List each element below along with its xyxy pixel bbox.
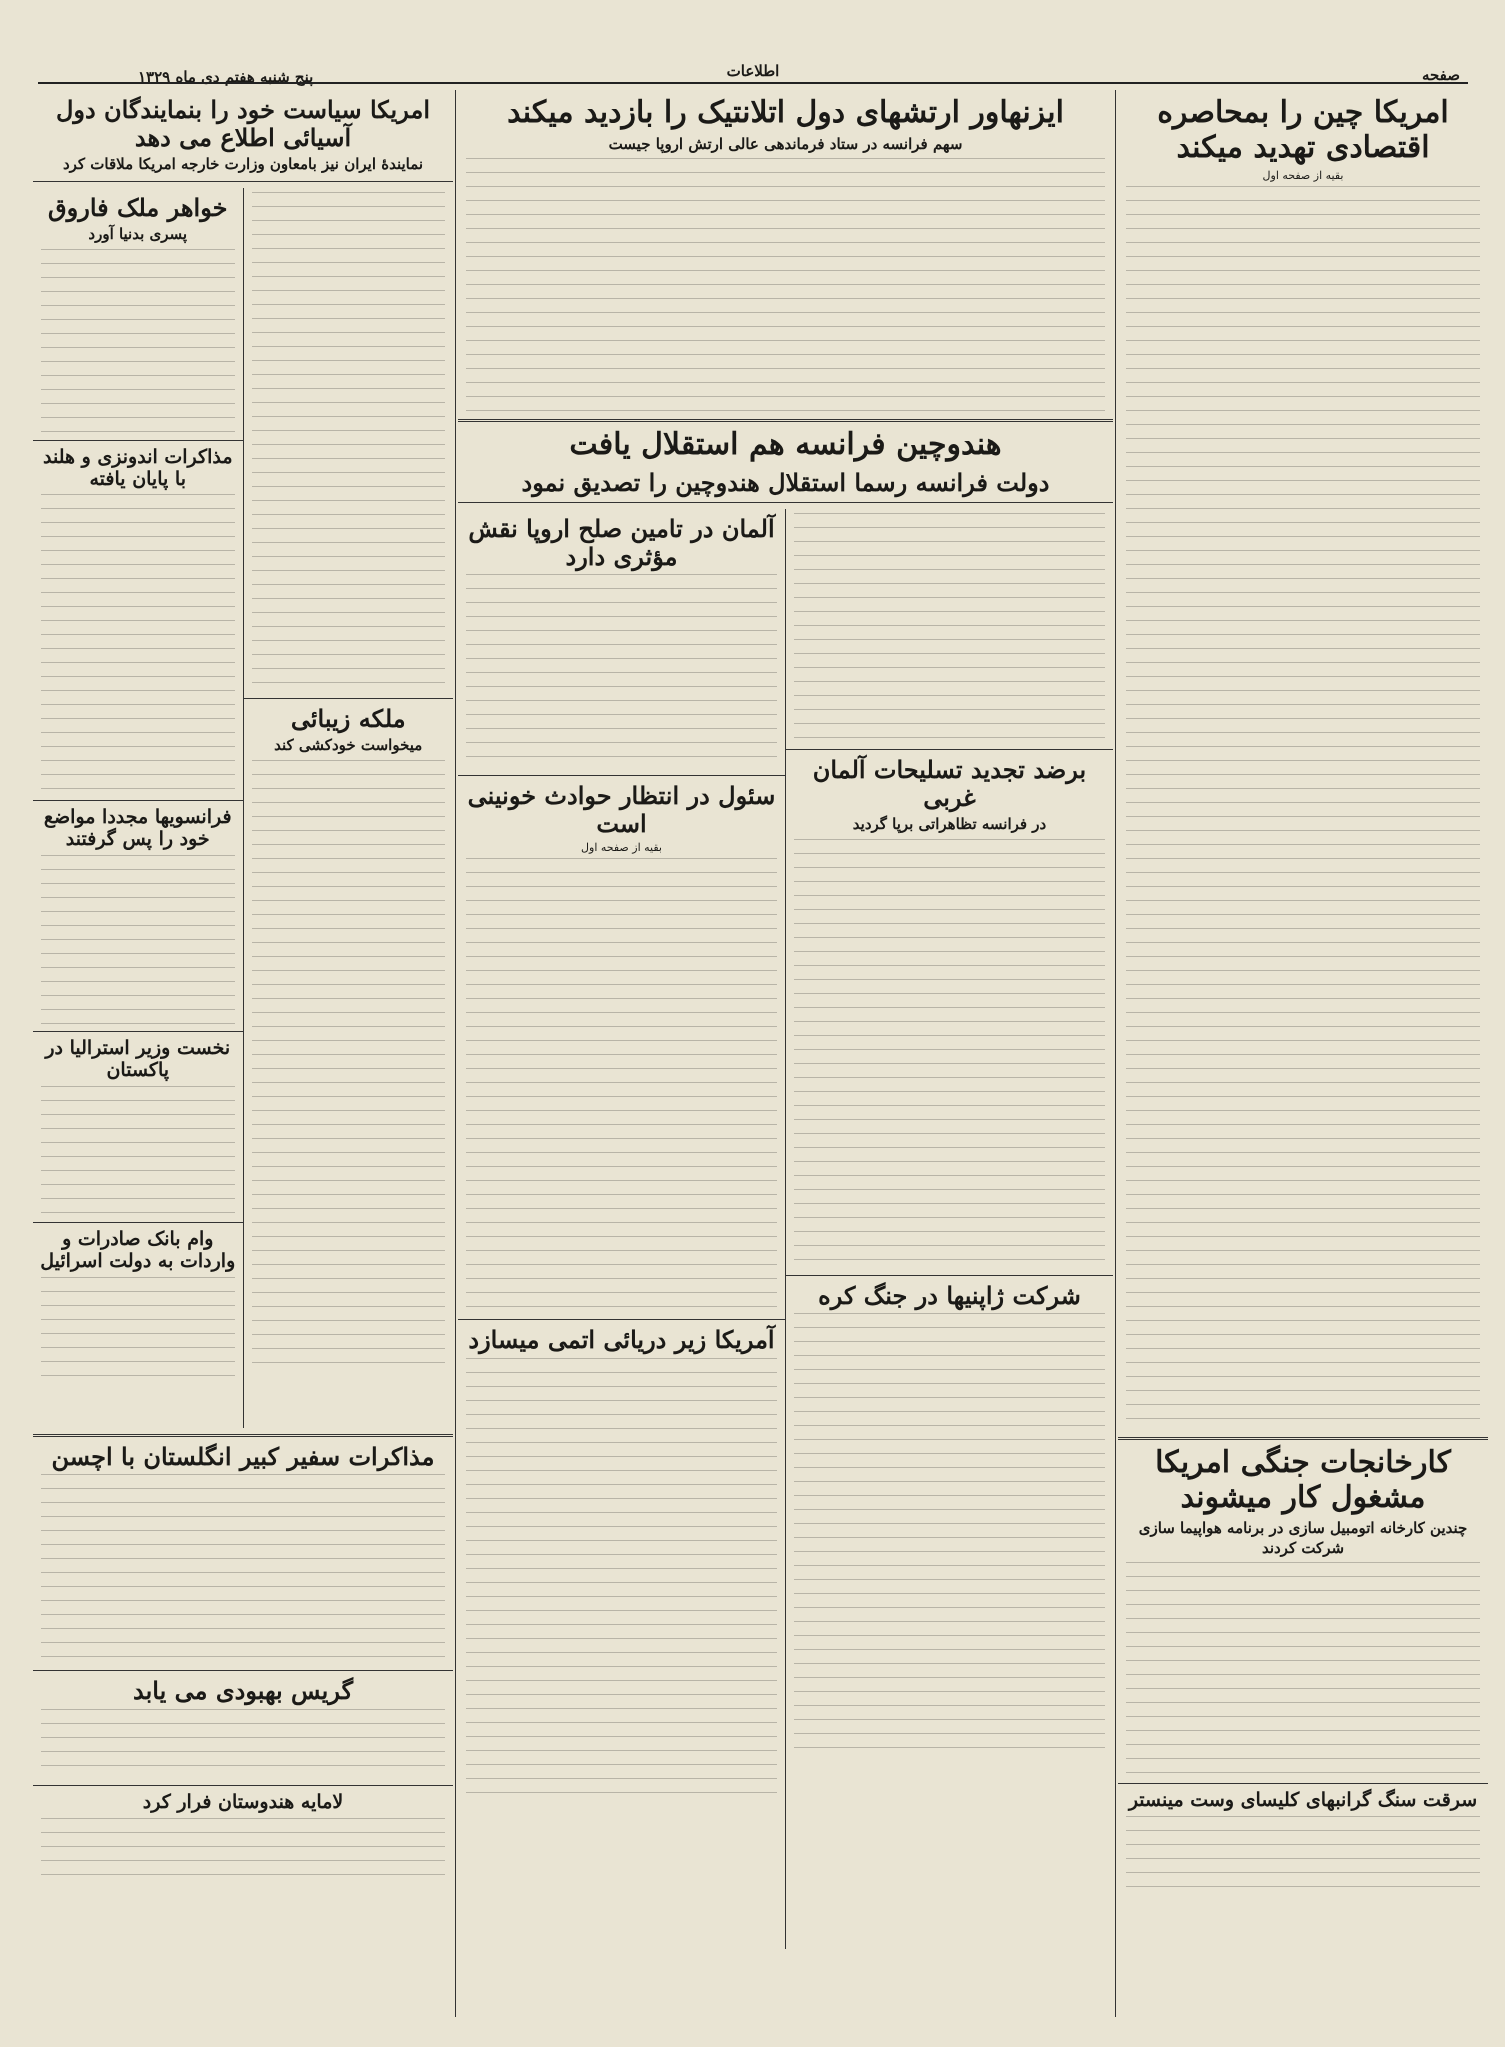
headline-westminster-theft: سرقت سنگ گرانبهای کلیسای وست مینستر <box>1128 1789 1478 1811</box>
continued-from-note: بقیه از صفحه اول <box>1262 169 1344 182</box>
article-atomic-submarine <box>458 1358 785 1798</box>
subhead-us-policy-asia: نمایندۀ ایران نیز بامعاون وزارت خارجه امریکا ملاقات کرد <box>62 155 424 174</box>
article-anti-rearmament <box>786 839 1113 1269</box>
subhead-indochina: دولت فرانسه رسما استقلال هندوچین را تصدیق نمود <box>521 467 1050 497</box>
subhead-beauty-queen: میخواست خودکشی کند <box>274 736 423 755</box>
article-seoul <box>458 858 785 1313</box>
article-china-siege <box>1118 186 1488 1431</box>
issue-date: پنج شنبه هفتم دی ماه ۱۳۲۹ <box>138 68 314 86</box>
headline-exim-loan: وام بانک صادرات و واردات به دولت اسرائیل <box>40 1227 236 1272</box>
headline-china-siege: امریکا چین را بمحاصره اقتصادی تهدید میکند <box>1157 95 1449 165</box>
article-exim-loan <box>33 1277 243 1387</box>
article-british-ambassador <box>33 1474 453 1664</box>
headline-greece: گریس بهبودی می یابد <box>133 1676 353 1706</box>
article-eisenhower <box>458 158 1113 413</box>
headline-lama-india: لامایه هندوستان فرار کرد <box>142 1790 344 1813</box>
article-australia-pm <box>33 1086 243 1216</box>
subhead-eisenhower: سهم فرانسه در ستاد فرماندهی عالی ارتش اروپا جیست <box>608 134 963 153</box>
subhead-farouk-sister: پسری بدنیا آورد <box>88 225 188 244</box>
headline-beauty-queen: ملکه زیبائی <box>290 703 406 733</box>
column-middle <box>458 90 1113 2017</box>
headline-germany-peace: آلمان در تامین صلح اروپا نقش مؤثری دارد <box>468 514 775 571</box>
article-french-positions <box>33 855 243 1025</box>
headline-anti-rearmament: برضد تجدید تسلیحات آلمان غربی <box>812 755 1087 812</box>
article-us-policy-asia <box>244 192 454 692</box>
masthead <box>18 48 1488 86</box>
headline-australia-pm: نخست وزیر استرالیا در پاکستان <box>45 1037 231 1081</box>
headline-japan-korea: شرکت ژاپنیها در جنگ کره <box>818 1280 1081 1310</box>
column-right <box>1118 90 1488 2017</box>
headline-us-policy-asia: امریکا سیاست خود را بنمایندگان دول آسیائی اطلاع می دهد <box>55 95 430 152</box>
headline-us-war-factories: کارخانجات جنگی امریکا مشغول کار میشوند <box>1155 1445 1451 1515</box>
article-indonesia-holland <box>33 494 243 794</box>
article-farouk-sister <box>33 249 243 434</box>
article-lama-india <box>33 1818 453 1888</box>
article-japan-korea <box>786 1313 1113 1753</box>
headline-french-positions: فرانسویها مجددا مواضع خود را پس گرفتند <box>43 806 232 851</box>
headline-atomic-submarine: آمریکا زیر دریائی اتمی میسازد <box>468 1325 775 1355</box>
article-us-war-factories <box>1118 1562 1488 1777</box>
headline-indochina: هندوچین فرانسه هم استقلال یافت <box>569 427 1002 462</box>
headline-eisenhower: ایزنهاور ارتشهای دول اتلانتیک را بازدید میکند <box>507 95 1064 130</box>
subhead-us-war-factories: چندین کارخانه اتومبیل سازی در برنامه هواپیما سازی شرکت کردند <box>1138 1519 1468 1557</box>
continued-from-note-2: بقیه از صفحه اول <box>581 841 662 855</box>
article-germany-peace <box>458 574 785 769</box>
article-greece <box>33 1709 453 1779</box>
article-indochina <box>786 513 1113 743</box>
headline-seoul: سئول در انتظار حوادث خونینی است <box>467 781 776 838</box>
top-rule <box>38 82 1468 84</box>
subhead-anti-rearmament: در فرانسه تظاهراتی برپا گردید <box>852 815 1047 834</box>
article-beauty-queen <box>244 760 454 1370</box>
newspaper-page <box>18 12 1488 2037</box>
paper-name: اطلاعات <box>726 62 780 80</box>
page-label: صفحه <box>1421 66 1460 84</box>
article-westminster-theft <box>1118 1816 1488 1896</box>
headline-british-ambassador: مذاکرات سفیر کبیر انگلستان با اچسن <box>51 1441 435 1471</box>
column-left <box>33 90 453 2017</box>
headline-farouk-sister: خواهر ملک فاروق <box>48 192 228 222</box>
headline-indonesia-holland: مذاکرات اندونزی و هلند با پایان یافته <box>42 445 233 490</box>
